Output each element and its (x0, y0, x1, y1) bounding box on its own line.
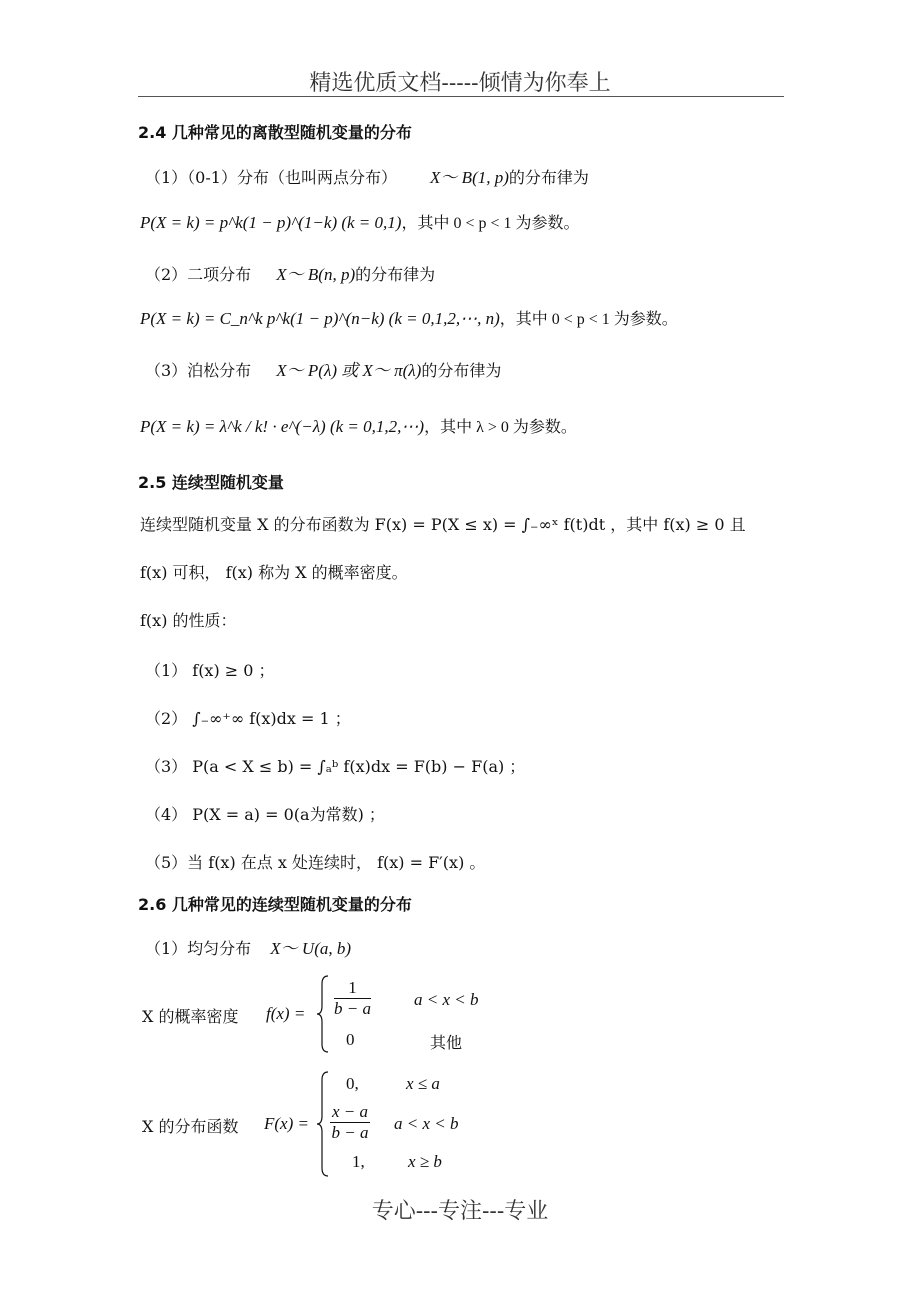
item1-dist: X～ B(1, p) (430, 168, 509, 187)
cdf-case2-cond: a < x < b (394, 1114, 459, 1133)
density-case2-cond: 其他 (430, 1033, 463, 1052)
density-case2-val: 0 (346, 1030, 355, 1049)
discrete-item-3 (145, 356, 501, 381)
item2-label: （2）二项分布 (145, 265, 252, 284)
uniform-item (145, 934, 351, 959)
cdf-case2-frac (330, 1102, 370, 1143)
prop-2: （2） ∫₋∞⁺∞ f(x)dx = 1 ； (145, 709, 351, 728)
discrete-item-2 (145, 260, 435, 285)
item2-dist: X～ B(n, p) (276, 265, 356, 284)
cdf-case2-den: b − a (331, 1123, 369, 1142)
continuous-intro-2: f(x) 可积， f(x) 称为 X 的概率密度。 (140, 563, 408, 582)
section-heading-2-6: 2.6 几种常见的连续型随机变量的分布 (138, 895, 412, 914)
section-heading-2-4: 2.4 几种常见的离散型随机变量的分布 (138, 123, 412, 142)
continuous-intro: 连续型随机变量 X 的分布函数为 F(x) = P(X ≤ x) = ∫₋∞ˣ f(t)dt ，其中 f(x) ≥ 0 且 (140, 515, 746, 534)
density-case1-num: 1 (334, 978, 371, 999)
prop-4: （4） P(X = a) = 0(a为常数) ； (145, 805, 385, 824)
item2-formula-line (140, 306, 678, 329)
item1-note: ，其中 0 < p < 1 为参数。 (401, 215, 580, 232)
header-rule (138, 96, 784, 97)
item3-law-suffix: 的分布律为 (421, 361, 502, 380)
uniform-label: （1）均匀分布 (145, 939, 252, 958)
section-heading-2-5: 2.5 连续型随机变量 (138, 473, 284, 492)
page-footer: 专心---专注---专业 (371, 1199, 549, 1224)
prop-5: （5）当 f(x) 在点 x 处连续时， f(x) = F′(x) 。 (145, 853, 486, 872)
density-case1-cond: a < x < b (414, 990, 479, 1009)
cdf-lhs: F(x) = (264, 1114, 309, 1133)
cdf-case1-cond: x ≤ a (406, 1074, 440, 1093)
cdf-brace (316, 1070, 330, 1178)
item3-formula: P(X = k) = λ^k / k! · e^(−λ) (k = 0,1,2,⋯) (140, 417, 425, 436)
density-lhs: f(x) = (266, 1004, 306, 1023)
item2-note: ，其中 0 < p < 1 为参数。 (499, 311, 678, 328)
item1-label: （1）（0-1）分布（也叫两点分布） (145, 168, 397, 187)
cdf-case1-val: 0, (346, 1074, 359, 1093)
density-label: X 的概率密度 (142, 1007, 239, 1026)
cdf-case3-val: 1, (352, 1152, 365, 1171)
cdf-case3-cond: x ≥ b (408, 1152, 442, 1171)
item3-label: （3）泊松分布 (145, 361, 252, 380)
item3-formula-line (140, 414, 577, 437)
item2-formula: P(X = k) = C_n^k p^k(1 − p)^(n−k) (k = 0,1,2,⋯, n) (140, 309, 500, 328)
prop-3: （3） P(a < X ≤ b) = ∫ₐᵇ f(x)dx = F(b) − F(a) ； (145, 757, 526, 776)
cdf-case2-num: x − a (332, 1102, 369, 1121)
item3-note: ，其中 λ > 0 为参数。 (424, 419, 577, 436)
density-case1-frac (334, 978, 371, 1019)
density-brace (316, 974, 330, 1054)
props-title: f(x) 的性质： (140, 611, 237, 630)
page-header: 精选优质文档-----倾情为你奉上 (309, 71, 611, 96)
density-case1-den: b − a (334, 999, 371, 1018)
item1-formula: P(X = k) = p^k(1 − p)^(1−k) (k = 0,1) (140, 213, 402, 232)
item2-law-suffix: 的分布律为 (355, 265, 436, 284)
cdf-label: X 的分布函数 (142, 1117, 239, 1136)
prop-1: （1） f(x) ≥ 0 ； (145, 661, 275, 680)
uniform-dist: X～ U(a, b) (270, 939, 352, 958)
discrete-item-1 (145, 163, 589, 188)
item1-formula-line (140, 210, 580, 233)
item3-dist: X～ P(λ) 或 X～ π(λ) (276, 361, 422, 380)
item1-law-suffix: 的分布律为 (508, 168, 589, 187)
